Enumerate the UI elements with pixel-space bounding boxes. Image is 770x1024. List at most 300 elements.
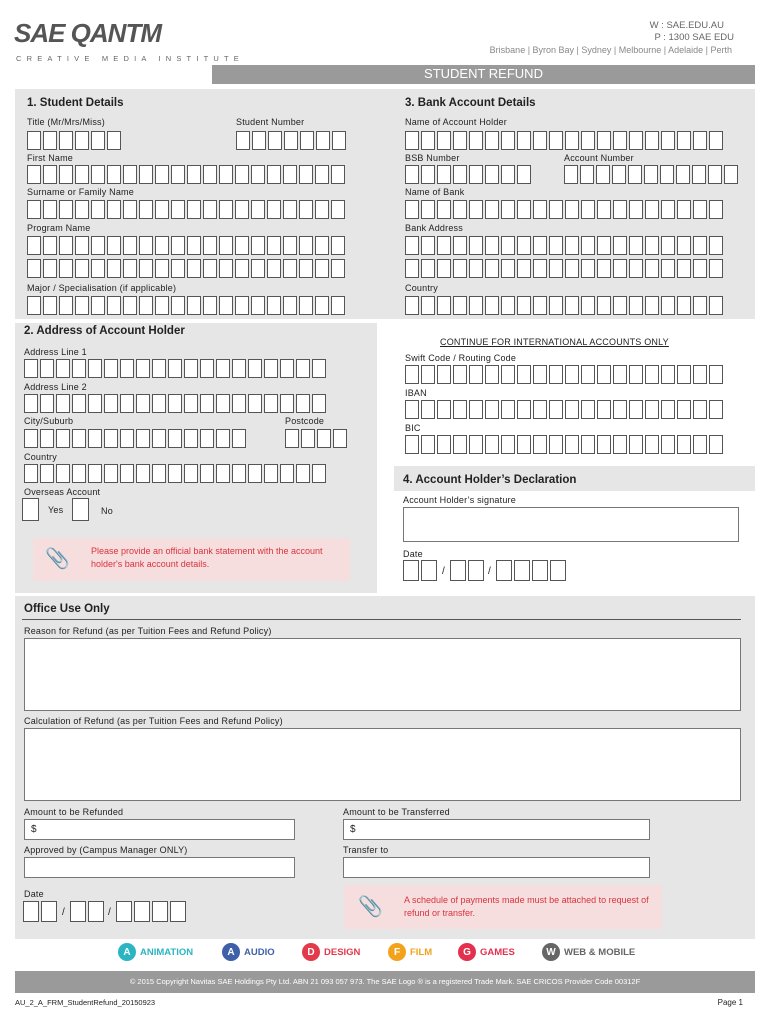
char-box[interactable] [72,359,86,378]
char-box[interactable] [27,259,41,278]
char-box[interactable] [644,165,658,184]
char-box[interactable] [677,400,691,419]
char-box[interactable] [267,236,281,255]
char-box[interactable] [677,259,691,278]
char-box[interactable] [75,200,89,219]
char-box[interactable] [677,296,691,315]
char-box[interactable] [469,131,483,150]
char-box[interactable] [152,464,166,483]
char-box[interactable] [421,200,435,219]
char-box[interactable] [139,236,153,255]
char-box[interactable] [501,296,515,315]
char-box[interactable] [437,296,451,315]
char-box[interactable] [104,359,118,378]
char-box[interactable] [485,131,499,150]
char-box[interactable] [203,296,217,315]
char-box[interactable] [59,131,73,150]
char-box[interactable] [152,394,166,413]
char-box[interactable] [597,296,611,315]
char-box[interactable] [469,365,483,384]
student-number-boxes[interactable] [236,131,346,150]
char-box[interactable] [267,296,281,315]
char-box[interactable] [517,259,531,278]
char-box[interactable] [709,400,723,419]
char-box[interactable] [264,394,278,413]
char-box[interactable] [152,901,168,922]
char-box[interactable] [312,464,326,483]
char-box[interactable] [219,259,233,278]
char-box[interactable] [27,165,41,184]
char-box[interactable] [453,165,467,184]
char-box[interactable] [501,131,515,150]
char-box[interactable] [59,259,73,278]
char-box[interactable] [677,365,691,384]
char-box[interactable] [251,200,265,219]
char-box[interactable] [613,131,627,150]
calculation-field[interactable] [24,728,741,801]
char-box[interactable] [312,394,326,413]
char-box[interactable] [596,165,610,184]
char-box[interactable] [136,394,150,413]
char-box[interactable] [613,236,627,255]
char-box[interactable] [91,200,105,219]
transfer-to-field[interactable] [343,857,650,878]
char-box[interactable] [661,400,675,419]
char-box[interactable] [171,296,185,315]
char-box[interactable] [421,365,435,384]
bank-name-boxes[interactable] [405,200,723,219]
char-box[interactable] [709,131,723,150]
char-box[interactable] [501,435,515,454]
char-box[interactable] [283,200,297,219]
char-box[interactable] [437,365,451,384]
char-box[interactable] [549,296,563,315]
char-box[interactable] [203,236,217,255]
char-box[interactable] [693,365,707,384]
char-box[interactable] [453,400,467,419]
char-box[interactable] [123,200,137,219]
char-box[interactable] [88,429,102,448]
char-box[interactable] [43,131,57,150]
declaration-date-month[interactable] [450,560,484,581]
char-box[interactable] [677,236,691,255]
char-box[interactable] [645,200,659,219]
approved-field[interactable] [24,857,295,878]
char-box[interactable] [421,296,435,315]
char-box[interactable] [104,394,118,413]
char-box[interactable] [152,359,166,378]
city-boxes[interactable] [24,429,246,448]
char-box[interactable] [469,236,483,255]
char-box[interactable] [645,400,659,419]
char-box[interactable] [453,296,467,315]
char-box[interactable] [565,365,579,384]
char-box[interactable] [91,236,105,255]
char-box[interactable] [107,165,121,184]
char-box[interactable] [41,901,57,922]
char-box[interactable] [532,560,548,581]
char-box[interactable] [219,200,233,219]
char-box[interactable] [216,464,230,483]
char-box[interactable] [724,165,738,184]
char-box[interactable] [43,296,57,315]
char-box[interactable] [187,165,201,184]
char-box[interactable] [612,165,626,184]
char-box[interactable] [517,165,531,184]
char-box[interactable] [693,236,707,255]
char-box[interactable] [27,131,41,150]
char-box[interactable] [296,394,310,413]
char-box[interactable] [203,259,217,278]
char-box[interactable] [235,296,249,315]
char-box[interactable] [645,259,659,278]
char-box[interactable] [184,464,198,483]
char-box[interactable] [200,359,214,378]
char-box[interactable] [565,200,579,219]
char-box[interactable] [187,296,201,315]
char-box[interactable] [40,359,54,378]
char-box[interactable] [120,394,134,413]
country-boxes[interactable] [24,464,326,483]
char-box[interactable] [216,359,230,378]
char-box[interactable] [107,296,121,315]
char-box[interactable] [251,236,265,255]
char-box[interactable] [549,236,563,255]
bank-address-boxes-1[interactable] [405,236,723,255]
char-box[interactable] [421,236,435,255]
char-box[interactable] [485,365,499,384]
char-box[interactable] [72,464,86,483]
char-box[interactable] [317,429,331,448]
char-box[interactable] [264,359,278,378]
char-box[interactable] [581,259,595,278]
char-box[interactable] [501,365,515,384]
first-name-boxes[interactable] [27,165,345,184]
char-box[interactable] [581,435,595,454]
overseas-yes-checkbox[interactable] [22,498,39,521]
char-box[interactable] [315,236,329,255]
char-box[interactable] [24,429,38,448]
char-box[interactable] [316,131,330,150]
surname-boxes[interactable] [27,200,345,219]
char-box[interactable] [437,200,451,219]
char-box[interactable] [709,200,723,219]
char-box[interactable] [629,236,643,255]
char-box[interactable] [139,200,153,219]
char-box[interactable] [709,236,723,255]
char-box[interactable] [660,165,674,184]
char-box[interactable] [597,131,611,150]
char-box[interactable] [123,165,137,184]
char-box[interactable] [200,394,214,413]
char-box[interactable] [232,429,246,448]
char-box[interactable] [315,259,329,278]
char-box[interactable] [91,165,105,184]
char-box[interactable] [139,259,153,278]
char-box[interactable] [581,236,595,255]
char-box[interactable] [421,400,435,419]
overseas-no-checkbox[interactable] [72,498,89,521]
char-box[interactable] [629,435,643,454]
char-box[interactable] [581,131,595,150]
char-box[interactable] [331,259,345,278]
char-box[interactable] [580,165,594,184]
char-box[interactable] [661,200,675,219]
char-box[interactable] [72,394,86,413]
char-box[interactable] [437,400,451,419]
char-box[interactable] [232,394,246,413]
program-boxes-1[interactable] [27,236,345,255]
char-box[interactable] [171,165,185,184]
char-box[interactable] [251,296,265,315]
office-date-month[interactable] [70,901,104,922]
char-box[interactable] [235,165,249,184]
char-box[interactable] [485,259,499,278]
char-box[interactable] [123,236,137,255]
char-box[interactable] [693,200,707,219]
char-box[interactable] [120,359,134,378]
char-box[interactable] [693,400,707,419]
char-box[interactable] [216,394,230,413]
char-box[interactable] [91,296,105,315]
char-box[interactable] [403,560,419,581]
char-box[interactable] [437,259,451,278]
char-box[interactable] [677,435,691,454]
char-box[interactable] [251,165,265,184]
char-box[interactable] [184,429,198,448]
char-box[interactable] [421,259,435,278]
char-box[interactable] [155,165,169,184]
char-box[interactable] [485,200,499,219]
char-box[interactable] [693,435,707,454]
char-box[interactable] [565,236,579,255]
char-box[interactable] [59,200,73,219]
char-box[interactable] [40,464,54,483]
char-box[interactable] [283,236,297,255]
char-box[interactable] [517,400,531,419]
char-box[interactable] [581,200,595,219]
char-box[interactable] [301,429,315,448]
char-box[interactable] [252,131,266,150]
address-line1-boxes[interactable] [24,359,326,378]
char-box[interactable] [533,435,547,454]
title-boxes[interactable] [27,131,121,150]
char-box[interactable] [267,165,281,184]
char-box[interactable] [469,259,483,278]
char-box[interactable] [171,259,185,278]
char-box[interactable] [533,400,547,419]
char-box[interactable] [331,236,345,255]
char-box[interactable] [485,400,499,419]
char-box[interactable] [136,359,150,378]
char-box[interactable] [285,429,299,448]
char-box[interactable] [219,236,233,255]
char-box[interactable] [171,200,185,219]
char-box[interactable] [155,296,169,315]
char-box[interactable] [677,131,691,150]
char-box[interactable] [235,259,249,278]
char-box[interactable] [70,901,86,922]
char-box[interactable] [709,365,723,384]
char-box[interactable] [514,560,530,581]
char-box[interactable] [283,259,297,278]
char-box[interactable] [517,365,531,384]
char-box[interactable] [405,236,419,255]
char-box[interactable] [709,296,723,315]
char-box[interactable] [168,464,182,483]
char-box[interactable] [693,131,707,150]
char-box[interactable] [692,165,706,184]
char-box[interactable] [267,200,281,219]
char-box[interactable] [300,131,314,150]
char-box[interactable] [517,200,531,219]
char-box[interactable] [56,394,70,413]
char-box[interactable] [43,200,57,219]
char-box[interactable] [88,901,104,922]
char-box[interactable] [661,435,675,454]
char-box[interactable] [453,200,467,219]
char-box[interactable] [453,131,467,150]
transferred-field[interactable] [343,819,650,840]
char-box[interactable] [280,394,294,413]
char-box[interactable] [203,200,217,219]
char-box[interactable] [629,131,643,150]
char-box[interactable] [216,429,230,448]
char-box[interactable] [581,296,595,315]
char-box[interactable] [597,400,611,419]
signature-field[interactable] [403,507,739,542]
refunded-field[interactable] [24,819,295,840]
char-box[interactable] [72,429,86,448]
holder-boxes[interactable] [405,131,723,150]
char-box[interactable] [168,429,182,448]
char-box[interactable] [453,236,467,255]
char-box[interactable] [333,429,347,448]
char-box[interactable] [421,435,435,454]
char-box[interactable] [75,296,89,315]
char-box[interactable] [40,394,54,413]
bsb-boxes[interactable] [405,165,531,184]
char-box[interactable] [613,259,627,278]
char-box[interactable] [299,200,313,219]
char-box[interactable] [155,259,169,278]
iban-boxes[interactable] [405,400,723,419]
char-box[interactable] [120,464,134,483]
reason-field[interactable] [24,638,741,711]
char-box[interactable] [134,901,150,922]
char-box[interactable] [549,131,563,150]
char-box[interactable] [152,429,166,448]
address-line2-boxes[interactable] [24,394,326,413]
char-box[interactable] [565,131,579,150]
char-box[interactable] [59,236,73,255]
char-box[interactable] [469,400,483,419]
char-box[interactable] [581,365,595,384]
char-box[interactable] [645,435,659,454]
declaration-date-year[interactable] [496,560,566,581]
char-box[interactable] [232,359,246,378]
char-box[interactable] [469,435,483,454]
char-box[interactable] [280,464,294,483]
char-box[interactable] [139,296,153,315]
char-box[interactable] [661,296,675,315]
char-box[interactable] [517,296,531,315]
char-box[interactable] [581,400,595,419]
char-box[interactable] [565,435,579,454]
char-box[interactable] [501,400,515,419]
char-box[interactable] [116,901,132,922]
char-box[interactable] [331,165,345,184]
char-box[interactable] [661,365,675,384]
char-box[interactable] [421,560,437,581]
bank-country-boxes[interactable] [405,296,723,315]
char-box[interactable] [453,365,467,384]
char-box[interactable] [708,165,722,184]
postcode-boxes[interactable] [285,429,347,448]
char-box[interactable] [107,131,121,150]
char-box[interactable] [565,400,579,419]
char-box[interactable] [405,165,419,184]
char-box[interactable] [628,165,642,184]
office-date-day[interactable] [23,901,57,922]
char-box[interactable] [564,165,578,184]
char-box[interactable] [27,236,41,255]
char-box[interactable] [27,296,41,315]
char-box[interactable] [203,165,217,184]
char-box[interactable] [437,236,451,255]
char-box[interactable] [517,236,531,255]
char-box[interactable] [184,359,198,378]
char-box[interactable] [315,296,329,315]
char-box[interactable] [88,394,102,413]
char-box[interactable] [405,400,419,419]
char-box[interactable] [315,165,329,184]
char-box[interactable] [597,365,611,384]
char-box[interactable] [533,296,547,315]
char-box[interactable] [496,560,512,581]
char-box[interactable] [613,365,627,384]
char-box[interactable] [299,165,313,184]
char-box[interactable] [59,296,73,315]
char-box[interactable] [332,131,346,150]
char-box[interactable] [501,200,515,219]
char-box[interactable] [533,131,547,150]
char-box[interactable] [170,901,186,922]
char-box[interactable] [517,435,531,454]
char-box[interactable] [405,200,419,219]
char-box[interactable] [268,131,282,150]
char-box[interactable] [421,131,435,150]
char-box[interactable] [187,200,201,219]
char-box[interactable] [405,435,419,454]
char-box[interactable] [187,259,201,278]
char-box[interactable] [405,131,419,150]
char-box[interactable] [645,365,659,384]
char-box[interactable] [75,165,89,184]
char-box[interactable] [677,200,691,219]
char-box[interactable] [168,359,182,378]
char-box[interactable] [315,200,329,219]
char-box[interactable] [24,464,38,483]
char-box[interactable] [676,165,690,184]
char-box[interactable] [139,165,153,184]
char-box[interactable] [56,429,70,448]
char-box[interactable] [533,200,547,219]
char-box[interactable] [549,200,563,219]
char-box[interactable] [312,359,326,378]
char-box[interactable] [549,365,563,384]
swift-boxes[interactable] [405,365,723,384]
